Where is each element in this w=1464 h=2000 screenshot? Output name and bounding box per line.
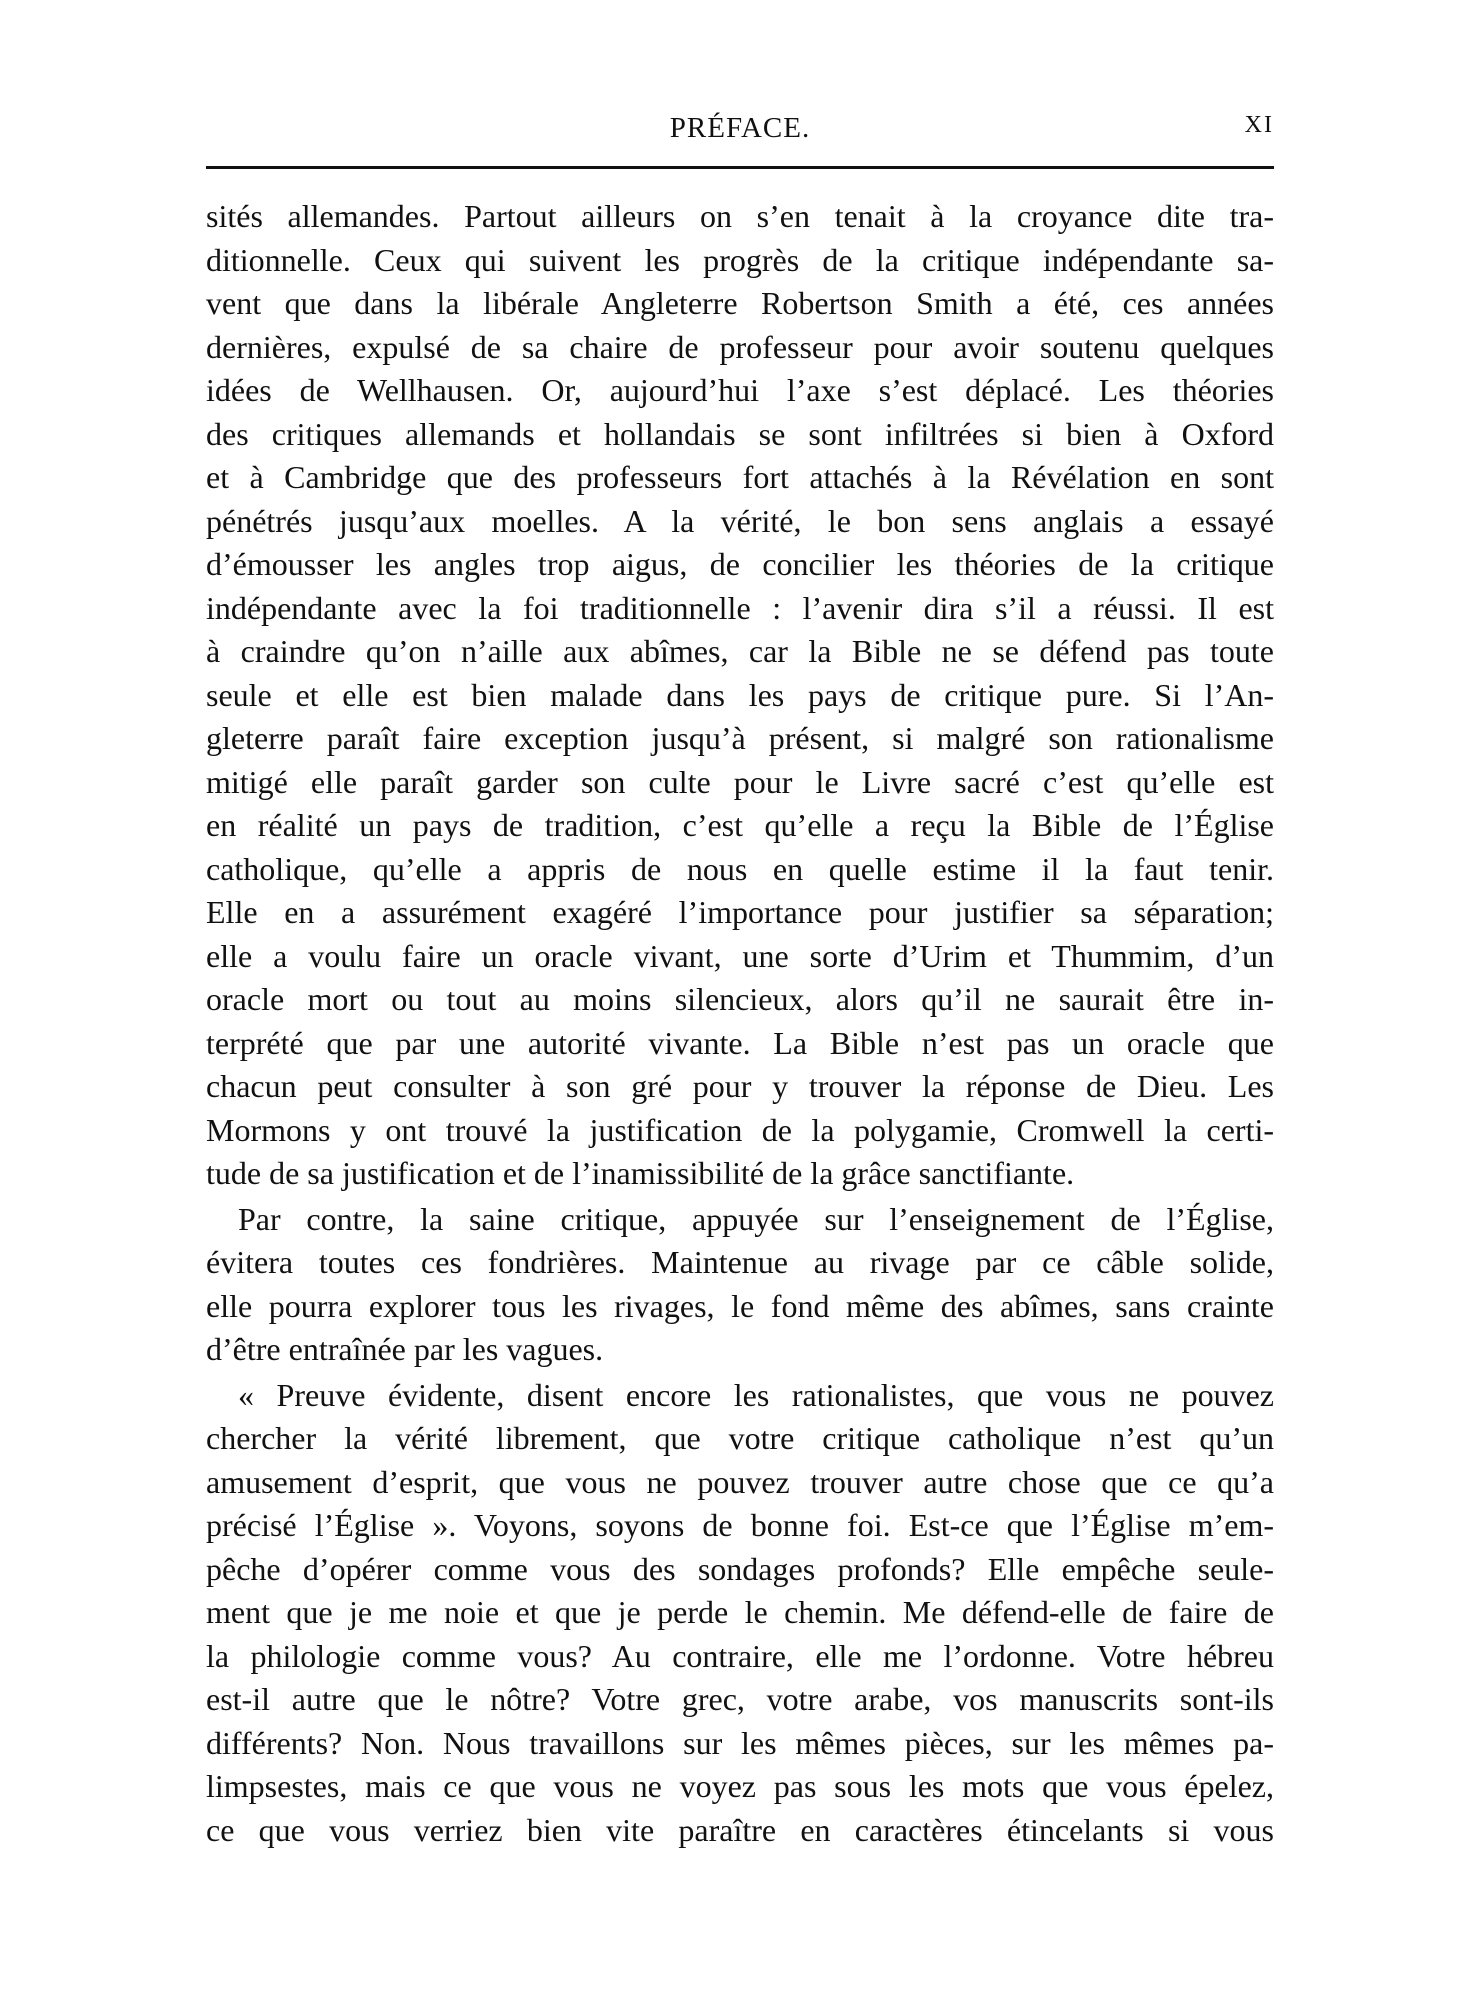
page-number: XI	[1244, 112, 1274, 138]
paragraph-1	[206, 195, 1274, 1196]
running-head	[206, 112, 1274, 152]
text-line: et à Cambridge que des professeurs fort attachés à la Révélation en sont	[206, 459, 1274, 495]
text-line: ment que je me noie et que je perde le chemin. Me défend-elle de faire de	[206, 1594, 1274, 1630]
text-line: elle pourra explorer tous les rivages, le fond même des abîmes, sans crainte	[206, 1287, 1274, 1324]
text-line: Par contre, la saine critique, appuyée sur l’enseignement de l’Église,	[238, 1200, 1274, 1237]
header-rule	[206, 166, 1274, 169]
paragraph-2	[206, 1198, 1274, 1372]
text-line: précisé l’Église ». Voyons, soyons de bonne foi. Est-ce que l’Église m’em-	[206, 1507, 1274, 1543]
text-line: gleterre paraît faire exception jusqu’à présent, si malgré son rationalisme	[206, 720, 1274, 756]
text-line: chercher la vérité librement, que votre critique catholique n’est qu’un	[206, 1420, 1274, 1456]
text-line: elle a voulu faire un oracle vivant, une sorte d’Urim et Thummim, d’un	[206, 937, 1274, 974]
body-text	[206, 195, 1274, 1852]
text-line: Mormons y ont trouvé la justification de la polygamie, Cromwell la certi-	[206, 1111, 1274, 1148]
text-line: différents? Non. Nous travaillons sur les mêmes pièces, sur les mêmes pa-	[206, 1724, 1274, 1761]
text-line: est-il autre que le nôtre? Votre grec, votre arabe, vos manuscrits sont-ils	[206, 1681, 1274, 1717]
text-line: chacun peut consulter à son gré pour y trouver la réponse de Dieu. Les	[206, 1068, 1274, 1104]
text-line: mitigé elle paraît garder son culte pour le Livre sacré c’est qu’elle est	[206, 763, 1274, 800]
text-line: catholique, qu’elle a appris de nous en quelle estime il la faut tenir.	[206, 850, 1274, 887]
text-line: « Preuve évidente, disent encore les rationalistes, que vous ne pouvez	[238, 1376, 1274, 1413]
text-line: tude de sa justification et de l’inamissibilité de la grâce sanctifiante.	[206, 1155, 1075, 1191]
text-line: en réalité un pays de tradition, c’est qu’elle a reçu la Bible de l’Église	[206, 807, 1274, 843]
text-line: indépendante avec la foi traditionnelle : l’avenir dira s’il a réussi. Il est	[206, 589, 1274, 626]
text-line: oracle mort ou tout au moins silencieux, alors qu’il ne saurait être in-	[206, 981, 1274, 1017]
text-line: la philologie comme vous? Au contraire, elle me l’ordonne. Votre hébreu	[206, 1637, 1274, 1674]
text-line: amusement d’esprit, que vous ne pouvez trouver autre chose que ce qu’a	[206, 1463, 1274, 1500]
text-line: idées de Wellhausen. Or, aujourd’hui l’axe s’est déplacé. Les théories	[206, 372, 1274, 408]
text-line: terprété que par une autorité vivante. La Bible n’est pas un oracle que	[206, 1024, 1274, 1061]
text-line: des critiques allemands et hollandais se sont infiltrées si bien à Oxford	[206, 415, 1274, 452]
paragraph-3	[206, 1374, 1274, 1853]
text-line: pénétrés jusqu’aux moelles. A la vérité, le bon sens anglais a essayé	[206, 502, 1274, 539]
text-line: ce que vous verriez bien vite paraître en caractères étincelants si vous	[206, 1811, 1274, 1848]
text-line: Elle en a assurément exagéré l’importance pour justifier sa séparation;	[206, 894, 1274, 930]
text-line: vent que dans la libérale Angleterre Robertson Smith a été, ces années	[206, 285, 1274, 321]
text-line: pêche d’opérer comme vous des sondages profonds? Elle empêche seule-	[206, 1550, 1274, 1587]
text-line: d’émousser les angles trop aigus, de concilier les théories de la critique	[206, 546, 1274, 582]
text-line: d’être entraînée par les vagues.	[206, 1331, 604, 1367]
text-line: à craindre qu’on n’aille aux abîmes, car la Bible ne se défend pas toute	[206, 633, 1274, 669]
text-line: limpsestes, mais ce que vous ne voyez pas sous les mots que vous épelez,	[206, 1768, 1274, 1804]
text-line: dernières, expulsé de sa chaire de professeur pour avoir soutenu quelques	[206, 328, 1274, 365]
running-title: PRÉFACE.	[669, 112, 811, 144]
text-line: ditionnelle. Ceux qui suivent les progrès de la critique indépendante sa-	[206, 241, 1274, 278]
text-line: seule et elle est bien malade dans les pays de critique pure. Si l’An-	[206, 676, 1274, 713]
text-line: évitera toutes ces fondrières. Maintenue au rivage par ce câble solide,	[206, 1244, 1274, 1280]
text-line: sités allemandes. Partout ailleurs on s’en tenait à la croyance dite tra-	[206, 198, 1274, 234]
